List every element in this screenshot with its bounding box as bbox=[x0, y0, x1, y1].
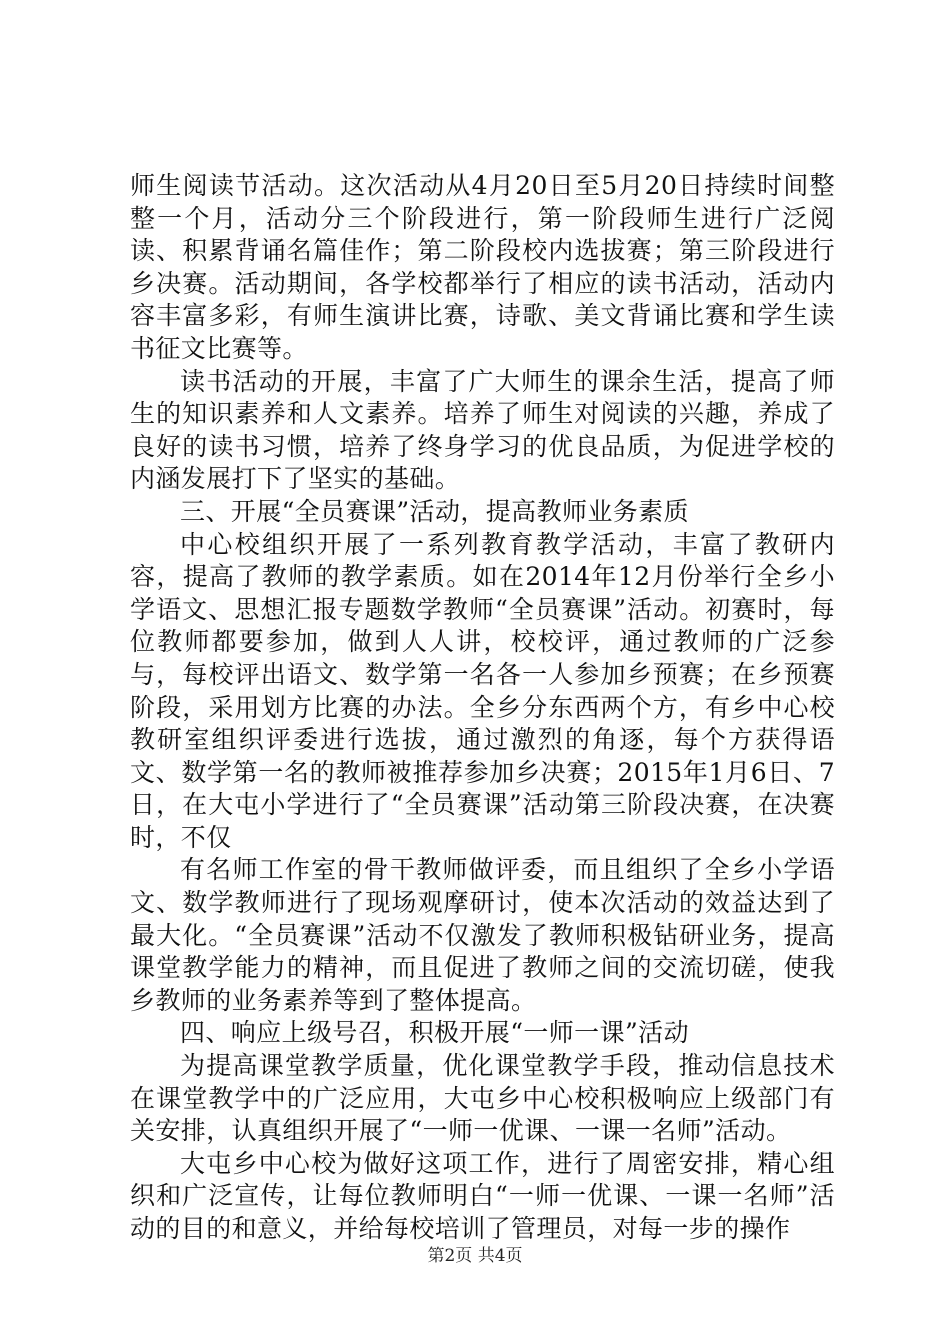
paragraph-7: 为提高课堂教学质量，优化课堂教学手段，推动信息技术在课堂教学中的广泛应用，大屯乡中心校积极响应上级部门有关安排，认真组织开展了“一师一优课、一课一名师”活动。 bbox=[130, 1051, 835, 1146]
page-footer: 第2页 共4页 bbox=[427, 1246, 523, 1266]
paragraph-4: 中心校组织开展了一系列教育教学活动，丰富了教研内容，提高了教师的教学素质。如在2014年12月份举行全乡小学语文、思想汇报专题数学教师“全员赛课”活动。初赛时，每位教师都要参加，做到人人讲，校校评，通过教师的广泛参与，每校评出语文、数学第一名各一人参加乡预赛；在乡预赛阶段，采用划方比赛的办法。全乡分东西两个方，有乡中心校教研室组织评委进行选拔，通过激烈的角逐，每个方获得语文、数学第一名的教师被推荐参加乡决赛；2015年1月6日、7日，在大屯小学进行了“全员赛课”活动第三阶段决赛，在决赛时，不仅 bbox=[130, 529, 835, 852]
section-heading-4: 四、响应上级号召，积极开展“一师一课”活动 bbox=[180, 1018, 689, 1048]
paragraph-5: 有名师工作室的骨干教师做评委，而且组织了全乡小学语文、数学教师进行了现场观摩研讨，使本次活动的效益达到了最大化。“全员赛课”活动不仅激发了教师积极钻研业务，提高课堂教学能力的精神，而且促进了教师之间的交流切磋，使我乡教师的业务素养等到了整体提高。 bbox=[130, 855, 835, 1015]
document-body bbox=[130, 170, 835, 1246]
paragraph-8: 大屯乡中心校为做好这项工作，进行了周密安排，精心组织和广泛宣传，让每位教师明白“一师一优课、一课一名师”活动的目的和意义，并给每校培训了管理员，对每一步的操作 bbox=[130, 1148, 835, 1243]
section-heading-3: 三、开展“全员赛课”活动，提高教师业务素质 bbox=[180, 496, 689, 526]
paragraph-1: 师生阅读节活动。这次活动从4月20日至5月20日持续时间整整一个月，活动分三个阶段进行，第一阶段师生进行广泛阅读、积累背诵名篇佳作；第二阶段校内选拔赛；第三阶段进行乡决赛。活动期间，各学校都举行了相应的读书活动，活动内容丰富多彩，有师生演讲比赛，诗歌、美文背诵比赛和学生读书征文比赛等。 bbox=[130, 171, 835, 363]
paragraph-2: 读书活动的开展，丰富了广大师生的课余生活，提高了师生的知识素养和人文素养。培养了师生对阅读的兴趣，养成了良好的读书习惯，培养了终身学习的优良品质，为促进学校的内涵发展打下了坚实的基础。 bbox=[130, 366, 835, 494]
